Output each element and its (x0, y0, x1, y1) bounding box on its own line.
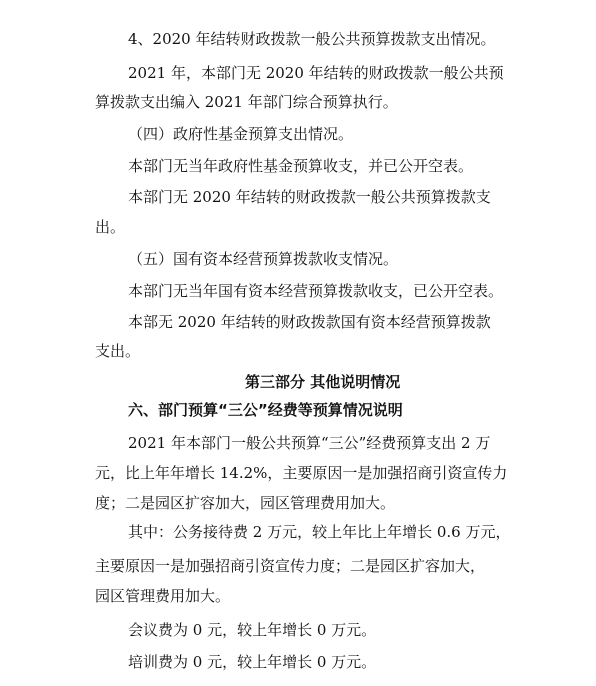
paragraph-line: 本部无 2020 年结转的财政拨款国有资本经营预算拨款 (128, 313, 491, 331)
paragraph-line: 培训费为 0 元，较上年增长 0 万元。 (128, 653, 377, 671)
paragraph-line: 本部门无当年国有资本经营预算拨款收支，已公开空表。 (128, 282, 504, 300)
paragraph-line: 算拨款支出编入 2021 年部门综合预算执行。 (95, 93, 398, 111)
paragraph-line: 元，比上年年增长 14.2%，主要原因一是加强招商引资宣传力 (95, 464, 508, 482)
paragraph-line: 本部门无当年政府性基金预算收支，并已公开空表。 (128, 157, 474, 175)
paragraph-line: 会议费为 0 元，较上年增长 0 万元。 (128, 621, 377, 639)
paragraph-line: 园区管理费用加大。 (95, 587, 231, 605)
paragraph-line: 出。 (95, 218, 126, 236)
paragraph-line: 2021 年，本部门无 2020 年结转的财政拨款一般公共预 (128, 64, 504, 82)
paragraph-line: 2021 年本部门一般公共预算“三公”经费预算支出 2 万 (128, 434, 491, 452)
part-heading: 第三部分 其他说明情况 (245, 373, 401, 391)
paragraph-line: 度；二是园区扩容加大，园区管理费用加大。 (95, 494, 396, 512)
section-heading: （四）政府性基金预算支出情况。 (128, 125, 354, 143)
paragraph-line: 4、2020 年结转财政拨款一般公共预算拨款支出情况。 (128, 30, 496, 48)
section-heading: 六、部门预算“三公”经费等预算情况说明 (128, 401, 403, 419)
paragraph-line: 主要原因一是加强招商引资宣传力度；二是园区扩容加大， (95, 557, 486, 575)
section-heading: （五）国有资本经营预算拨款收支情况。 (128, 250, 399, 268)
paragraph-line: 支出。 (95, 342, 141, 360)
paragraph-line: 其中：公务接待费 2 万元，较上年比上年增长 0.6 万元， (128, 523, 511, 541)
paragraph-line: 本部门无 2020 年结转的财政拨款一般公共预算拨款支 (128, 188, 491, 206)
